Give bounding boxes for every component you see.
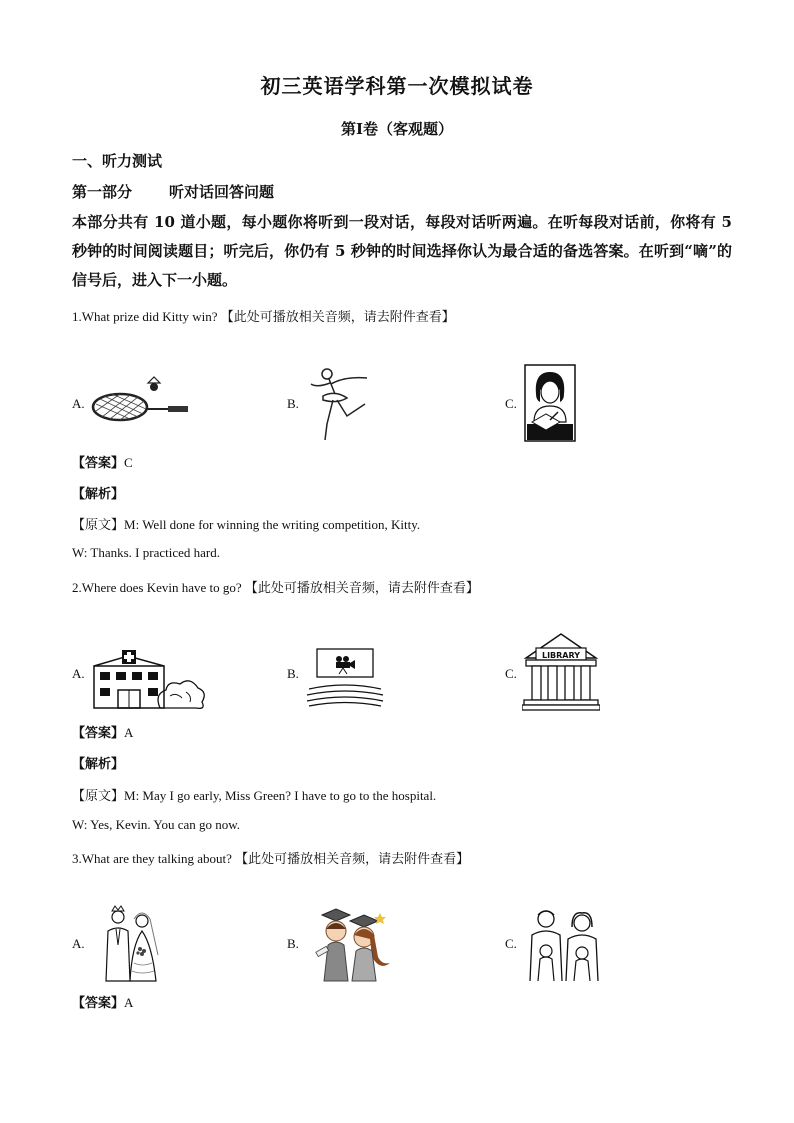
- question-2-prompt: 2.Where does Kevin have to go? 【此处可播放相关音频，请去附件查看】: [72, 580, 479, 595]
- answer-value: A: [124, 995, 134, 1010]
- question-3-prompt: 3.What are they talking about? 【此处可播放相关音频，请去附件查看】: [72, 851, 470, 866]
- library-sign-text: LIBRARY: [541, 651, 581, 660]
- q3-option-c-label: C.: [505, 936, 517, 951]
- q3-answer: [72, 992, 133, 1011]
- answer-label: 【答案】: [72, 455, 125, 470]
- question-1-prompt: 1.What prize did Kitty win? 【此处可播放相关音频，请去附件查看】: [72, 309, 455, 324]
- q2-option-b-label: B.: [287, 666, 299, 681]
- paper-subtitle: 第Ⅰ卷（客观题）: [340, 120, 454, 138]
- transcript-line: M: May I go early, Miss Green? I have to go to the hospital.: [124, 788, 437, 803]
- wedding-couple-icon: [98, 905, 168, 983]
- answer-label: 【答案】: [72, 725, 125, 740]
- analysis-label: 【解析】: [72, 756, 125, 771]
- library-icon: [522, 630, 600, 712]
- page-title: 初三英语学科第一次模拟试卷: [260, 74, 534, 98]
- transcript-line: M: Well done for winning the writing competition, Kitty.: [124, 517, 421, 532]
- cinema-icon: [305, 647, 385, 707]
- analysis-label: 【解析】: [72, 486, 125, 501]
- q3-option-b-label: B.: [287, 936, 299, 951]
- q2-answer: [72, 722, 133, 741]
- part-label: 第一部分: [72, 183, 133, 201]
- part-title: 听对话回答问题: [169, 183, 275, 201]
- instructions: 本部分共有 10 道小题，每小题你将听到一段对话，每段对话听两遍。在听每段对话前，你将有 5 秒钟的时间阅读题目；听完后，你仍有 5 秒钟的时间选择你认为最合适的备选答案。在听到“嘀”的信号后，进入下一小题。: [72, 213, 732, 289]
- q1-option-a-label: A.: [72, 396, 85, 411]
- q2-option-a-label: A.: [72, 666, 85, 681]
- q1-original-w: W: Thanks. I practiced hard.: [72, 545, 220, 560]
- q1-option-b-label: B.: [287, 396, 299, 411]
- q2-original-w: W: Yes, Kevin. You can go now.: [72, 817, 241, 832]
- graduation-couple-icon: [310, 905, 400, 983]
- q2-analysis: [72, 753, 124, 772]
- q1-option-c-label: C.: [505, 396, 517, 411]
- family-icon: [522, 905, 606, 983]
- q3-option-a-label: A.: [72, 936, 85, 951]
- original-label: 【原文】: [72, 788, 125, 803]
- original-label: 【原文】: [72, 517, 125, 532]
- girl-writing-icon: [524, 364, 576, 442]
- hospital-icon: [92, 646, 208, 712]
- badminton-racket-icon: [90, 375, 190, 425]
- answer-value: A: [124, 725, 134, 740]
- q1-original-m: [72, 514, 420, 533]
- q2-original-m: [72, 785, 436, 804]
- section-heading: 一、听力测试: [72, 152, 163, 170]
- q1-answer: [72, 452, 133, 471]
- answer-value: C: [124, 455, 133, 470]
- answer-label: 【答案】: [72, 995, 125, 1010]
- q1-analysis: [72, 483, 124, 502]
- ballet-dancer-icon: [305, 364, 375, 444]
- q2-option-c-label: C.: [505, 666, 517, 681]
